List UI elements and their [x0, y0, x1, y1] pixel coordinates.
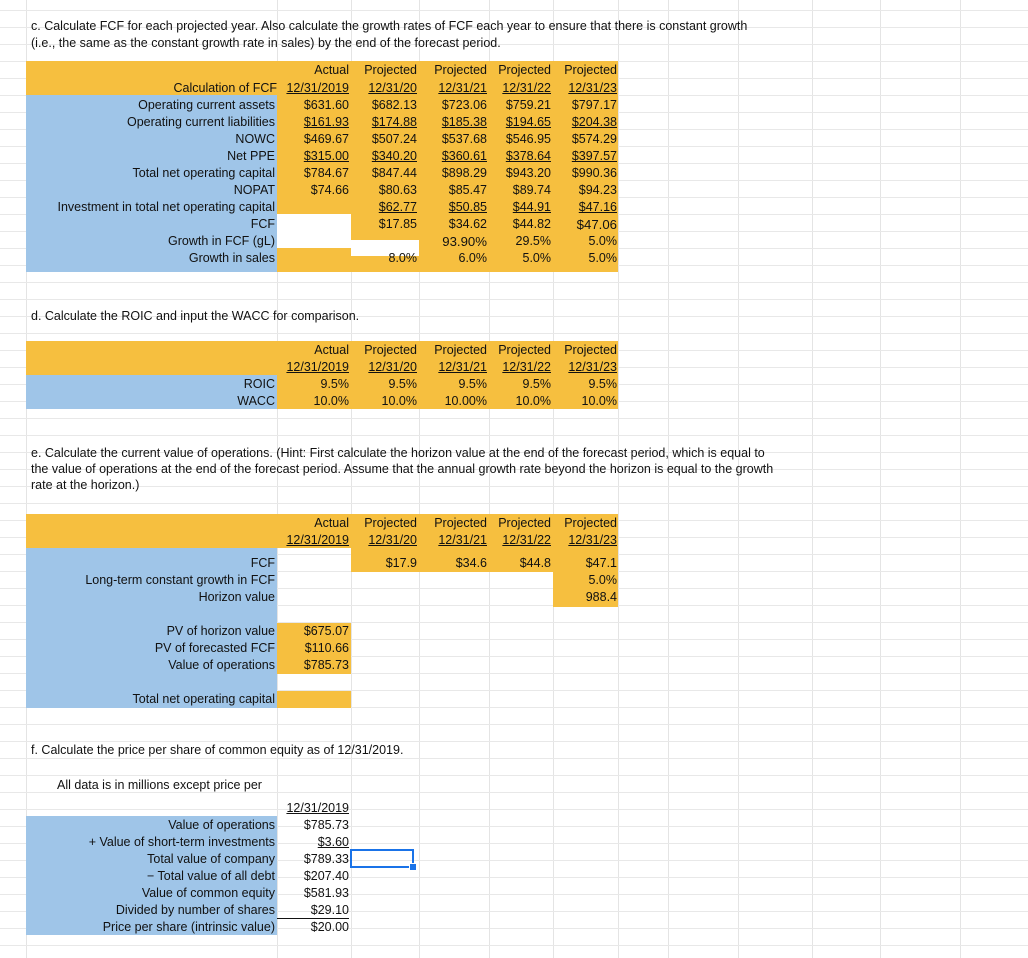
c-cell-value: $44.82: [512, 217, 551, 231]
c-col-header: Projected: [434, 63, 487, 77]
e-pv-horizon-label: PV of horizon value: [166, 624, 275, 638]
c-row-label: Total net operating capital: [132, 166, 275, 180]
c-cell-value: 5.0%: [588, 234, 617, 248]
d-col-date: 12/31/2019: [286, 360, 349, 374]
c-cell-value: $378.64: [505, 149, 551, 163]
d-cell-value: 9.5%: [522, 377, 551, 391]
f-row-value: $29.10: [277, 902, 349, 919]
c-cell-value: 8.0%: [388, 251, 417, 265]
e-horizon-label: Horizon value: [198, 590, 275, 604]
c-cell-value: $546.95: [505, 132, 551, 146]
prompt-e-line1: e. Calculate the current value of operations. (Hint: First calculate the horizon value at the end of the forecast period, which is equal to: [31, 446, 765, 460]
f-row-label: + Value of short-term investments: [88, 835, 275, 849]
f-row-value: $785.73: [303, 818, 349, 832]
f-row-label: Value of common equity: [141, 886, 275, 900]
c-col-date: 12/31/2019: [286, 81, 349, 95]
e-fcf-value: $17.9: [385, 556, 417, 570]
e-fcf-label: FCF: [250, 556, 275, 570]
e-pv-fcf-value: $110.66: [304, 641, 349, 655]
d-cell-value: 9.5%: [588, 377, 617, 391]
c-row-label: Operating current assets: [138, 98, 275, 112]
c-cell-value: $80.63: [378, 183, 417, 197]
d-cell-value: 9.5%: [320, 377, 349, 391]
e-fcf-value: $47.1: [585, 556, 617, 570]
prompt-c-line2: (i.e., the same as the constant growth rate in sales) by the end of the forecast period.: [31, 36, 501, 50]
e-col-date: 12/31/21: [438, 533, 487, 547]
c-row-label: Operating current liabilities: [127, 115, 275, 129]
e-fcf-value: $34.6: [455, 556, 487, 570]
c-cell-value: $469.67: [303, 132, 349, 146]
c-cell-value: $204.38: [571, 115, 617, 129]
d-col-date: 12/31/23: [568, 360, 617, 374]
e-pv-fcf-label: PV of forecasted FCF: [154, 641, 275, 655]
c-cell-value: $17.85: [378, 217, 417, 231]
c-cell-value: 29.5%: [515, 234, 551, 248]
d-col-date: 12/31/21: [438, 360, 487, 374]
c-cell-value: $34.62: [448, 217, 487, 231]
prompt-e-line2: the value of operations at the end of the forecast period. Assume that the annual growth rate beyond the horizon is equal to the growth: [31, 462, 774, 476]
f-row-value: $789.33: [303, 852, 349, 866]
e-col-header: Actual: [314, 516, 349, 530]
e-tnoc-value-cell[interactable]: [277, 691, 351, 708]
e-spacer-blue2: [26, 674, 277, 691]
d-col-header: Projected: [564, 343, 617, 357]
f-row-label: − Total value of all debt: [147, 869, 275, 883]
c-cell-value: $537.68: [441, 132, 487, 146]
d-row-label: ROIC: [243, 377, 275, 391]
e-col-header: Projected: [434, 516, 487, 530]
c-cell-value: $631.60: [303, 98, 349, 112]
selected-cell[interactable]: [350, 849, 414, 868]
e-col-date: 12/31/20: [368, 533, 417, 547]
c-col-header: Projected: [564, 63, 617, 77]
e-vop-value: $785.73: [303, 658, 349, 672]
c-row-label: Investment in total net operating capital: [57, 200, 275, 214]
c-cell-value: 5.0%: [522, 251, 551, 265]
d-cell-value: 10.0%: [581, 394, 617, 408]
c-cell-value: $47.16: [578, 200, 617, 214]
c-cell-value: $397.57: [571, 149, 617, 163]
e-growth-value: 5.0%: [588, 573, 617, 587]
prompt-f: f. Calculate the price per share of common equity as of 12/31/2019.: [31, 743, 404, 757]
e-horizon-value: 988.4: [585, 590, 617, 604]
prompt-e-line3: rate at the horizon.): [31, 478, 140, 492]
c-cell-value: $74.66: [310, 183, 349, 197]
c-cell-value: $682.13: [371, 98, 417, 112]
c-cell-value: $797.17: [571, 98, 617, 112]
d-cell-value: 10.00%: [444, 394, 487, 408]
c-col-header: Actual: [314, 63, 349, 77]
c-cell-value: $507.24: [371, 132, 417, 146]
e-col-date: 12/31/22: [502, 533, 551, 547]
e-col-header: Projected: [498, 516, 551, 530]
f-row-label: Price per share (intrinsic value): [102, 920, 275, 934]
c-cell-value: $185.38: [441, 115, 487, 129]
c-cell-value: $62.77: [378, 200, 417, 214]
c-cell-value: $847.44: [371, 166, 417, 180]
f-row-value: $3.60: [317, 835, 349, 849]
d-cell-value: 10.0%: [381, 394, 417, 408]
e-tnoc-label: Total net operating capital: [132, 692, 275, 706]
c-blank-actual-cells: [277, 214, 351, 248]
c-row-label: Net PPE: [227, 149, 275, 163]
c-cell-value: 93.90%: [442, 234, 487, 249]
c-cell-value: $44.91: [512, 200, 551, 214]
c-cell-value: $47.06: [576, 217, 617, 232]
c-cell-value: $759.21: [505, 98, 551, 112]
c-row-label: NOPAT: [233, 183, 275, 197]
c-row-label: FCF: [250, 217, 275, 231]
c-cell-value: $340.20: [371, 149, 417, 163]
c-cell-value: $94.23: [578, 183, 617, 197]
c-cell-value: $50.85: [448, 200, 487, 214]
c-row-label: NOWC: [235, 132, 275, 146]
c-cell-value: 5.0%: [588, 251, 617, 265]
c-col-date: 12/31/20: [368, 81, 417, 95]
e-spacer-blue: [26, 607, 277, 623]
c-cell-value: $194.65: [505, 115, 551, 129]
note-f: All data is in millions except price per: [57, 778, 262, 792]
c-cell-value: $723.06: [441, 98, 487, 112]
e-growth-label: Long-term constant growth in FCF: [85, 573, 275, 587]
c-cell-value: $784.67: [303, 166, 349, 180]
e-col-header: Projected: [364, 516, 417, 530]
d-col-header: Projected: [498, 343, 551, 357]
c-row-label: Growth in FCF (gL): [168, 234, 275, 248]
c-cell-value: $174.88: [371, 115, 417, 129]
c-col-header: Projected: [498, 63, 551, 77]
c-cell-value: $315.00: [303, 149, 349, 163]
c-col-header: Projected: [364, 63, 417, 77]
c-cell-value: $89.74: [512, 183, 551, 197]
d-col-header: Actual: [314, 343, 349, 357]
e-col-date: 12/31/2019: [286, 533, 349, 547]
d-cell-value: 10.0%: [313, 394, 349, 408]
f-row-label: Divided by number of shares: [115, 903, 275, 917]
prompt-d: d. Calculate the ROIC and input the WACC for comparison.: [31, 309, 360, 323]
e-fcf-value: $44.8: [519, 556, 551, 570]
d-col-header: Projected: [434, 343, 487, 357]
d-col-date: 12/31/22: [502, 360, 551, 374]
c-col-date: 12/31/23: [568, 81, 617, 95]
f-row-value: $207.40: [303, 869, 349, 883]
c-row-label: Growth in sales: [188, 251, 275, 265]
d-cell-value: 10.0%: [515, 394, 551, 408]
c-cell-value: 6.0%: [458, 251, 487, 265]
d-row-label: WACC: [237, 394, 275, 408]
c-cell-value: $898.29: [441, 166, 487, 180]
d-cell-value: 9.5%: [458, 377, 487, 391]
c-cell-value: $85.47: [448, 183, 487, 197]
prompt-c-line1: c. Calculate FCF for each projected year. Also calculate the growth rates of FCF each year to ensure that there is constant growth: [31, 19, 748, 33]
e-col-date: 12/31/23: [568, 533, 617, 547]
c-cell-value: $574.29: [571, 132, 617, 146]
c-cell-value: $360.61: [441, 149, 487, 163]
c-cell-value: $990.36: [571, 166, 617, 180]
fill-handle[interactable]: [409, 863, 417, 871]
c-title: Calculation of FCF: [173, 81, 277, 95]
c-col-date: 12/31/21: [438, 81, 487, 95]
e-pv-horizon-value: $675.07: [303, 624, 349, 638]
f-row-label: Value of operations: [168, 818, 275, 832]
c-cell-value: $943.20: [505, 166, 551, 180]
d-cell-value: 9.5%: [388, 377, 417, 391]
d-col-header: Projected: [364, 343, 417, 357]
f-row-value: $20.00: [310, 920, 349, 934]
e-col-header: Projected: [564, 516, 617, 530]
e-vop-label: Value of operations: [168, 658, 275, 672]
f-row-label: Total value of company: [147, 852, 275, 866]
c-cell-value: $161.93: [303, 115, 349, 129]
d-col-date: 12/31/20: [368, 360, 417, 374]
c-col-date: 12/31/22: [502, 81, 551, 95]
f-date-header: 12/31/2019: [286, 801, 349, 815]
f-row-value: $581.93: [303, 886, 349, 900]
